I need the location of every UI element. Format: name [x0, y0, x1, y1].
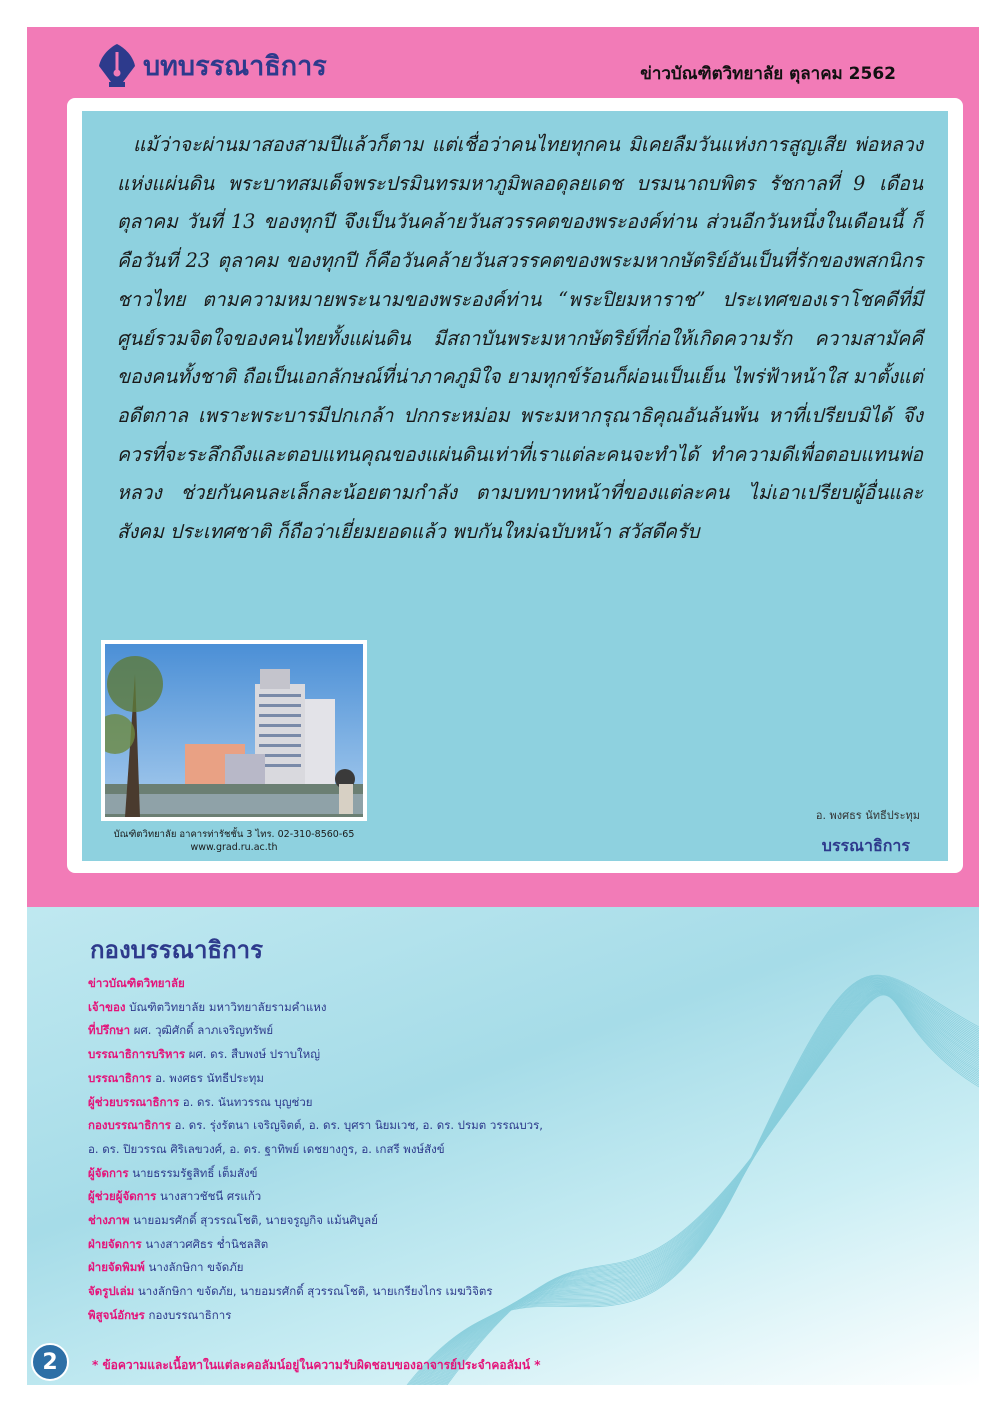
section-logo	[95, 42, 327, 88]
photo-caption-address: บัณฑิตวิทยาลัย อาคารท่ารัชชั้น 3 ไทร. 02-310-8560-65	[113, 829, 355, 840]
staff-entry: จัดรูปเล่ม นางลักษิกา ขจัดภัย, นายอมรศักดิ์ สุวรรณโชติ, นายเกรียงไกร เมฆวิจิตร	[88, 1284, 493, 1299]
staff-entry: ที่ปรึกษา ผศ. วุฒิศักดิ์ ลาภเจริญทรัพย์	[88, 1023, 274, 1038]
staff-entry: ข่าวบัณฑิตวิทยาลัย	[88, 976, 185, 990]
building-photo	[101, 640, 367, 821]
staff-entry: กองบรรณาธิการ อ. ดร. รุ่งรัตนา เจริญจิตต์, อ. ดร. บุศรา นิยมเวช, อ. ดร. ปรมต วรรณบวร,	[88, 1118, 543, 1133]
page-number: 2	[31, 1343, 69, 1381]
fountain-pen-icon	[95, 42, 139, 88]
staff-entry: ผู้จัดการ นายธรรมรัฐสิทธิ์ เต็มสังข์	[88, 1165, 258, 1180]
staff-title: กองบรรณาธิการ	[90, 936, 263, 964]
staff-entry: ช่างภาพ นายอมรศักดิ์ สุวรรณโชติ, นายจรูญกิจ แม้นศิบูลย์	[88, 1213, 378, 1228]
section-title: บทบรรณาธิการ	[143, 50, 327, 82]
issue-label: ข่าวบัณฑิตวิทยาลัย ตุลาคม 2562	[640, 64, 896, 84]
photo-caption-website: www.grad.ru.ac.th	[190, 842, 278, 853]
disclaimer: * ข้อความและเนื้อหาในแต่ละคอลัมน์อยู่ในความรับผิดชอบของอาจารย์ประจำคอลัมน์ *	[92, 1358, 541, 1372]
staff-entry: ผู้ช่วยผู้จัดการ นางสาวชัชนี ศรแก้ว	[88, 1189, 262, 1204]
photo-caption	[100, 828, 368, 854]
author-name: อ. พงศธร นัทธีประทุม	[815, 809, 920, 822]
staff-entry: พิสูจน์อักษร กองบรรณาธิการ	[88, 1307, 232, 1322]
author-block	[816, 806, 920, 859]
staff-entry: บรรณาธิการ อ. พงศธร นัทธีประทุม	[88, 1070, 264, 1085]
staff-entry: เจ้าของ บัณฑิตวิทยาลัย มหาวิทยาลัยรามคำแหง	[88, 999, 327, 1014]
author-role: บรรณาธิการ	[821, 836, 910, 855]
staff-entry: บรรณาธิการบริหาร ผศ. ดร. สืบพงษ์ ปราบใหญ่	[88, 1047, 321, 1062]
staff-entry: ฝ่ายจัดการ นางสาวศศิธร ช่ำนิชลสิต	[88, 1236, 269, 1251]
staff-entry: ผู้ช่วยบรรณาธิการ อ. ดร. นันทวรรณ บุญช่วย	[88, 1094, 313, 1109]
staff-list	[88, 972, 648, 1328]
staff-entry: อ. ดร. ปิยวรรณ ศิริเลขวงศ์, อ. ดร. ฐาทิพย์ เดชยางกูร, อ. เกสรี พงษ์สังข์	[88, 1141, 445, 1156]
staff-entry: ฝ่ายจัดพิมพ์ นางลักษิกา ขจัดภัย	[88, 1260, 244, 1275]
editorial-text: แม้ว่าจะผ่านมาสองสามปีแล้วก็ตาม แต่เชื่อว่าคนไทยทุกคน มิเคยลืมวันแห่งการสูญเสีย พ่อหลวงแห่งแผ่นดิน พระบาทสมเด็จพระปรมินทรมหาภูมิพลอดุลยเดช บรมนาถบพิตร รัชกาลที่ 9 เดือนตุลาคม วันที่ 13 ของทุกปี จึงเป็นวันคล้ายวันสวรรคตของพระองค์ท่าน ส่วนอีกวันหนึ่งในเดือนนี้ ก็คือวันที่ 23 ตุลาคม ของทุกปี ก็คือวันคล้ายวันสวรรคตของพระมหากษัตริย์อันเป็นที่รักของพสกนิกรชาวไทย ตามความหมายพระนามของพระองค์ท่าน “พระปิยมหาราช” ประเทศของเราโชคดีที่มีศูนย์รวมจิตใจของคนไทยทั้งแผ่นดิน มีสถาบันพระมหากษัตริย์ที่ก่อให้เกิดความรัก ความสามัคคีของคนทั้งชาติ ถือเป็นเอกลักษณ์ที่น่าภาคภูมิใจ ยามทุกข์ร้อนก็ผ่อนเป็นเย็น ไพร่ฟ้าหน้าใส มาตั้งแต่อดีตกาล เพราะพระบารมีปกเกล้า ปกกระหม่อม พระมหากรุณาธิคุณอันล้นพ้น หาที่เปรียบมิได้ จึงควรที่จะระลึกถึงและตอบแทนคุณของแผ่นดินเท่าที่เราแต่ละคนจะทำได้ ทำความดีเพื่อตอบแทนพ่อหลวง ช่วยกันคนละเล็กละน้อยตามกำลัง ตามบทบาทหน้าที่ของแต่ละคน ไม่เอาเปรียบผู้อื่นและสังคม ประเทศชาติ ก็ถือว่าเยี่ยมยอดแล้ว พบกันใหม่ฉบับหน้า สวัสดีครับ	[117, 133, 923, 544]
